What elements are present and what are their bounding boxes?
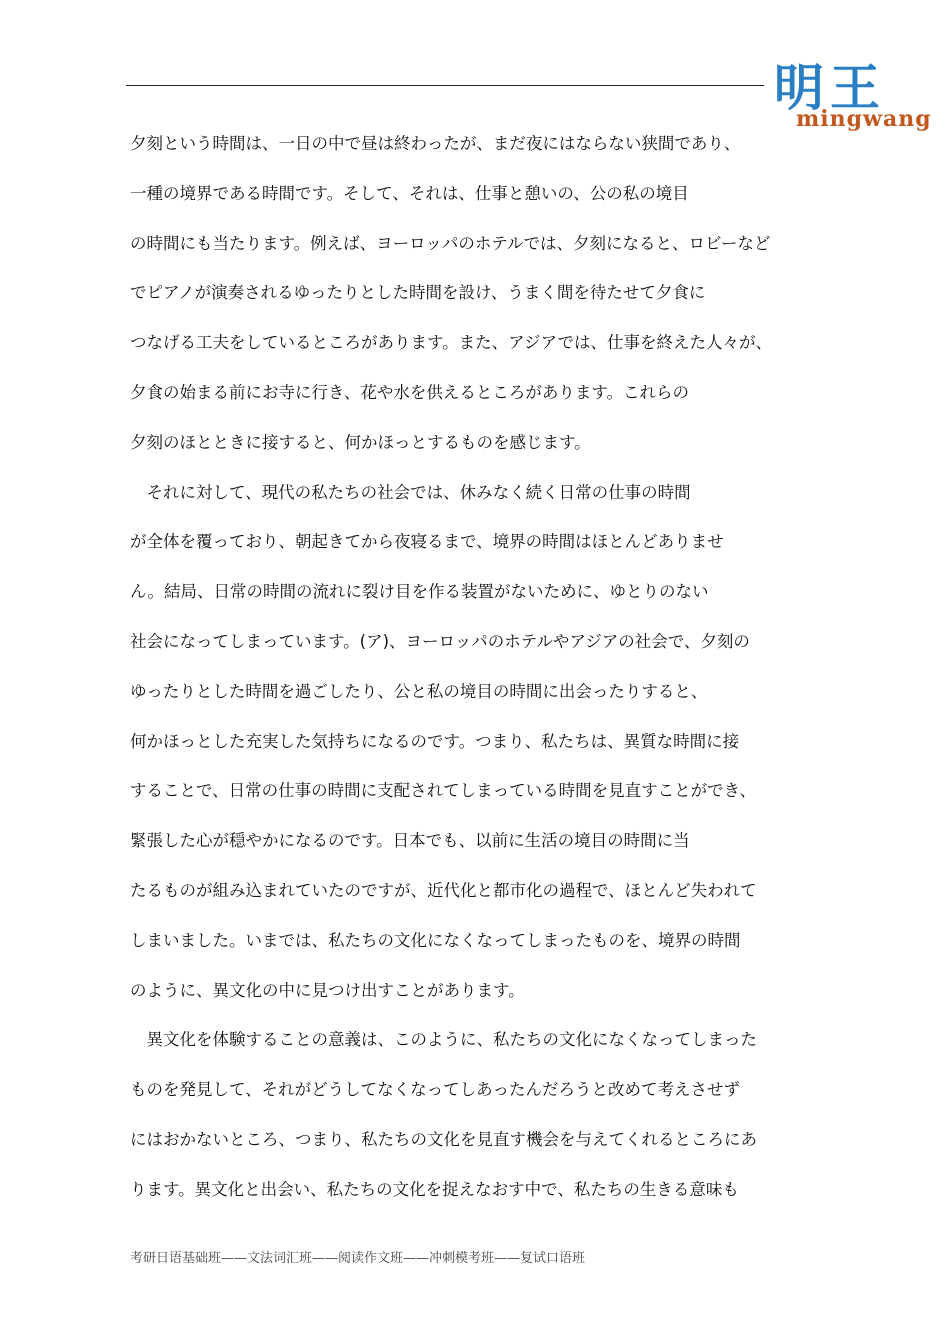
header-rule [126,85,764,86]
text-line: のように、異文化の中に見つけ出すことがあります。 [130,980,525,1000]
text-line: ものを発見して、それがどうしてなくなってしあったんだろうと改めて考えさせず [130,1080,741,1100]
text-line: 夕刻のほとときに接すると、何かほっとするものを感じます。 [130,432,591,452]
footer-course-list: 考研日语基础班——文法词汇班——阅读作文班——冲刺模考班——复试口语班 [130,1251,586,1266]
text-line: つなげる工夫をしているところがあります。また、アジアでは、仕事を終えた人々が、 [130,333,773,353]
text-line: 一種の境界である時間です。そして、それは、仕事と憩いの、公の私の境目 [130,183,689,203]
mingwang-logo [772,52,950,138]
text-line: 異文化を体験することの意義は、このように、私たちの文化になくなってしまった [130,1030,757,1050]
text-line: 社会になってしまっています。(ア)、ヨーロッパのホテルやアジアの社会で、夕刻の [130,632,750,651]
text-line: することで、日常の仕事の時間に支配されてしまっている時間を見直すことができ、 [130,781,757,801]
text-line: にはおかないところ、つまり、私たちの文化を見直す機会を与えてくれるところにあ [130,1130,757,1149]
text-line: たるものが組み込まれていたのですが、近代化と都市化の過程で、ほとんど失われて [130,881,757,900]
text-line: 夕刻という時間は、一日の中で昼は終わったが、まだ夜にはならない狭間であり、 [130,134,741,153]
text-line: ん。結局、日常の時間の流れに裂け目を作る装置がないために、ゆとりのない [130,582,709,602]
text-line: ゆったりとした時間を過ごしたり、公と私の境目の時間に出会ったりすると、 [130,681,708,701]
text-line: が全体を覆っており、朝起きてから夜寝るまで、境界の時間はほとんどありませ [130,532,724,552]
text-line: でピアノが演奏されるゆったりとした時間を設け、うまく間を待たせて夕食に [130,283,706,303]
text-line: ります。異文化と出会い、私たちの文化を捉えなおす中で、私たちの生きる意味も [130,1179,739,1199]
text-line: の時間にも当たります。例えば、ヨーロッパのホテルでは、夕刻になると、ロビーなど [130,233,771,253]
logo-latin-text: mingwang [796,106,932,132]
text-line: 緊張した心が穏やかになるのです。日本でも、以前に生活の境目の時間に当 [130,831,690,851]
text-line: それに対して、現代の私たちの社会では、休みなく続く日常の仕事の時間 [130,482,691,502]
logo-cjk-text: 明王 [774,59,886,117]
text-line: しまいました。いまでは、私たちの文化になくなってしまったものを、境界の時間 [130,930,741,950]
text-line: 何かほっとした充実した気持ちになるのです。つまり、私たちは、異質な時間に接 [130,731,740,751]
text-line: 夕食の始まる前にお寺に行き、花や水を供えるところがあります。これらの [130,383,690,402]
